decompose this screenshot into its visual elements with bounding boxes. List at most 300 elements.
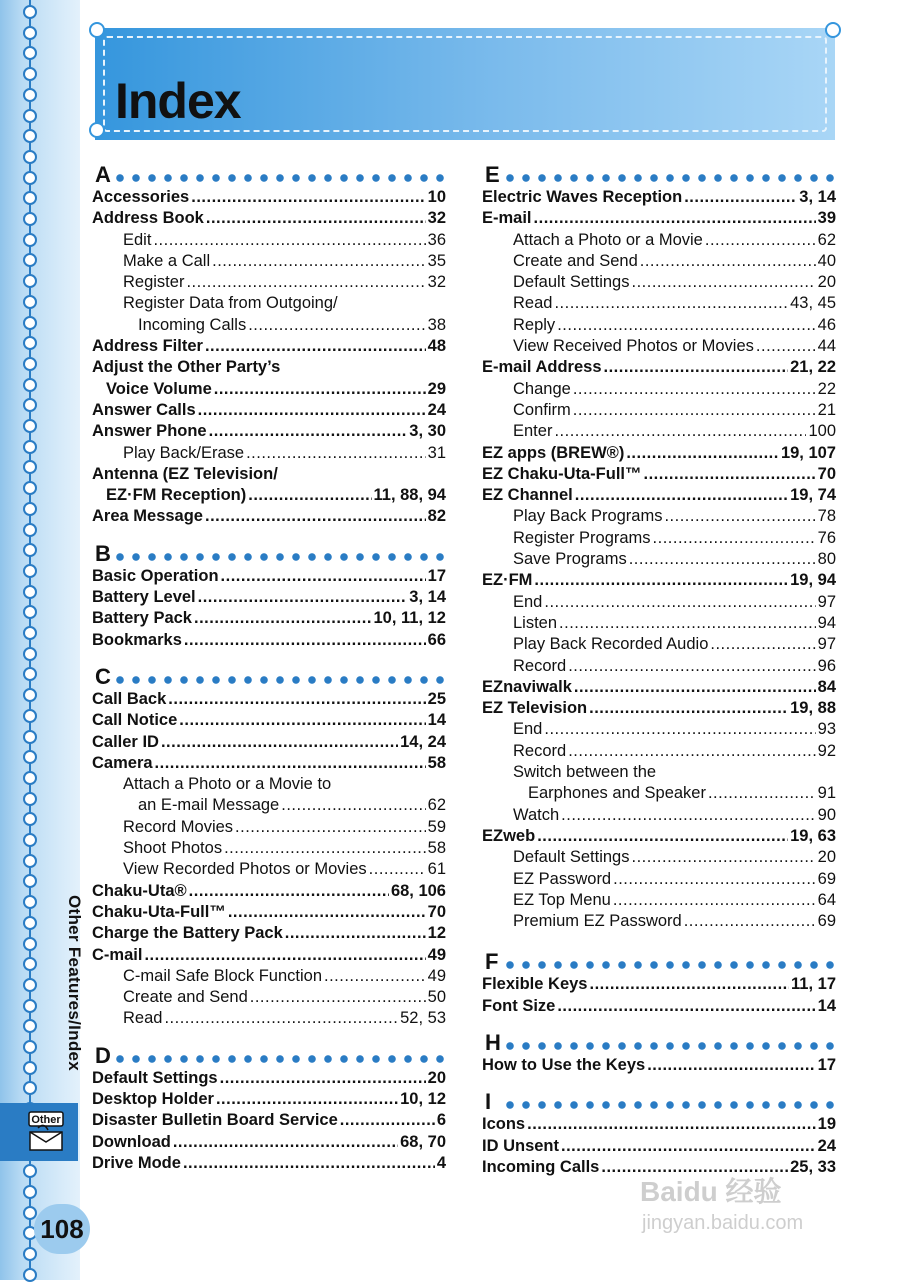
binder-ring	[23, 937, 37, 951]
binder-ring	[23, 812, 37, 826]
index-entry	[92, 838, 446, 859]
page-reference: 4	[436, 1153, 446, 1172]
section-letter: F	[485, 950, 502, 974]
index-entry	[92, 795, 446, 816]
binder-ring	[23, 502, 37, 516]
dot-leader	[183, 1153, 435, 1174]
page-reference: 35	[427, 251, 446, 270]
page-title: Index	[115, 73, 241, 129]
dot-leader	[708, 783, 816, 804]
index-entry	[92, 710, 446, 731]
page-reference: 58	[427, 753, 446, 772]
binder-ring	[23, 895, 37, 909]
section-dot-rule	[502, 1101, 836, 1109]
page-reference: 61	[427, 860, 446, 879]
page-reference: 32	[427, 209, 446, 228]
dot-leader	[224, 838, 426, 859]
dot-leader	[164, 1008, 398, 1029]
index-term: Create and Send	[123, 988, 248, 1007]
index-term: EZ·FM Reception)	[106, 486, 247, 505]
index-entry	[482, 719, 836, 740]
page-reference: 10, 11, 12	[373, 609, 446, 628]
page-reference: 19, 63	[790, 826, 836, 845]
index-term: Address Filter	[92, 337, 203, 356]
page-reference: 48	[427, 337, 446, 356]
dot-leader	[220, 1068, 426, 1089]
dot-leader	[561, 805, 815, 826]
binder-ring	[23, 46, 37, 60]
dot-leader	[179, 710, 425, 731]
index-term: Caller ID	[92, 732, 159, 751]
index-term: an E-mail Message	[138, 796, 280, 815]
index-entry	[482, 741, 836, 762]
dot-leader	[198, 587, 408, 608]
page-reference: 93	[817, 720, 836, 739]
dot-leader	[568, 656, 815, 677]
binder-ring	[23, 233, 37, 247]
page-reference: 36	[427, 230, 446, 249]
index-entry	[92, 443, 446, 464]
page-reference: 29	[427, 379, 446, 398]
dot-leader	[198, 400, 426, 421]
page-reference: 62	[427, 796, 446, 815]
dot-leader	[216, 1089, 398, 1110]
page-reference: 49	[427, 966, 446, 985]
page-reference: 100	[808, 422, 836, 441]
dot-leader	[248, 315, 425, 336]
page-reference: 69	[817, 869, 836, 888]
index-entry	[482, 1136, 836, 1157]
binder-ring	[23, 833, 37, 847]
index-entry	[482, 570, 836, 591]
page-reference: 19, 88	[790, 699, 836, 718]
index-term: Listen	[513, 613, 558, 632]
index-entry	[92, 208, 446, 229]
binder-ring	[23, 999, 37, 1013]
index-term: Default Settings	[513, 273, 630, 292]
dot-leader	[626, 443, 779, 464]
dot-leader	[544, 719, 815, 740]
index-term: EZ apps (BREW®)	[482, 443, 625, 462]
header-corner-dot	[825, 22, 841, 38]
index-term: Register Data from Outgoing/	[123, 294, 338, 313]
index-term: Answer Calls	[92, 400, 196, 419]
binder-ring	[23, 1206, 37, 1220]
index-term: Play Back Recorded Audio	[513, 635, 709, 654]
index-term: View Recorded Photos or Movies	[123, 860, 367, 879]
binder-ring	[23, 481, 37, 495]
page-reference: 32	[427, 273, 446, 292]
index-entry	[92, 732, 446, 753]
page-reference: 92	[817, 741, 836, 760]
binder-ring	[23, 730, 37, 744]
index-term: Make a Call	[123, 251, 211, 270]
binder-ring	[23, 709, 37, 723]
index-term: Create and Send	[513, 251, 638, 270]
dot-leader	[214, 379, 426, 400]
binder-strip	[0, 0, 84, 1280]
index-term: Incoming Calls	[138, 315, 247, 334]
index-entry	[92, 1008, 446, 1029]
page-reference: 38	[427, 315, 446, 334]
binder-ring	[23, 419, 37, 433]
dot-leader	[189, 881, 389, 902]
page-reference: 90	[817, 805, 836, 824]
section-dot-rule	[502, 174, 836, 182]
page-reference: 6	[436, 1111, 446, 1130]
index-entry	[92, 464, 446, 485]
binder-ring	[23, 750, 37, 764]
binder-ring	[23, 398, 37, 412]
index-entry	[92, 689, 446, 710]
page-reference: 21	[817, 400, 836, 419]
binder-ring	[23, 460, 37, 474]
index-column-left	[92, 163, 446, 1174]
binder-ring	[23, 336, 37, 350]
dot-leader	[248, 485, 371, 506]
dot-leader	[340, 1110, 435, 1131]
dot-leader	[613, 890, 816, 911]
index-term: Bookmarks	[92, 630, 182, 649]
index-term: Edit	[123, 230, 152, 249]
section-dot-rule	[112, 174, 446, 182]
dot-leader	[653, 528, 816, 549]
dot-leader	[554, 421, 806, 442]
index-entry	[482, 443, 836, 464]
index-entry	[482, 230, 836, 251]
index-entry	[482, 996, 836, 1017]
binder-ring	[23, 1185, 37, 1199]
index-column-right	[482, 163, 836, 1178]
page-reference: 17	[427, 566, 446, 585]
page-reference: 3, 30	[409, 422, 446, 441]
dot-leader	[246, 443, 426, 464]
index-entry	[482, 869, 836, 890]
index-term: ID Unsent	[482, 1136, 560, 1155]
index-entry	[482, 805, 836, 826]
page-number: 108	[34, 1204, 90, 1254]
page-reference: 64	[817, 890, 836, 909]
dot-leader	[631, 272, 815, 293]
binder-ring	[23, 564, 37, 578]
page-reference: 84	[817, 677, 836, 696]
index-term: E-mail Address	[482, 358, 602, 377]
section-heading	[482, 950, 836, 974]
index-term: Drive Mode	[92, 1153, 181, 1172]
index-entry	[482, 336, 836, 357]
page-reference: 14	[817, 996, 836, 1015]
watermark-url: jingyan.baidu.com	[642, 1212, 804, 1234]
index-term: Read	[123, 1009, 163, 1028]
index-entry	[482, 592, 836, 613]
watermark-logo-text: Baidu 经验	[640, 1176, 782, 1207]
dot-leader	[557, 996, 815, 1017]
binder-ring	[23, 253, 37, 267]
index-entry	[482, 783, 836, 804]
dot-leader	[161, 732, 398, 753]
index-entry	[482, 528, 836, 549]
index-term: Address Book	[92, 209, 204, 228]
section-dot-rule	[112, 553, 446, 561]
index-term: Charge the Battery Pack	[92, 924, 283, 943]
binder-ring	[23, 5, 37, 19]
index-term: Attach a Photo or a Movie to	[123, 775, 332, 794]
index-term: EZ Password	[513, 869, 612, 888]
section-heading	[482, 1031, 836, 1055]
page-reference: 25, 33	[790, 1157, 836, 1176]
watermark	[640, 1170, 850, 1250]
page-reference: 94	[817, 613, 836, 632]
page-reference: 70	[427, 902, 446, 921]
index-entry	[482, 762, 836, 783]
index-entry	[92, 485, 446, 506]
index-term: Change	[513, 379, 571, 398]
dot-leader	[629, 549, 816, 570]
index-entry	[92, 587, 446, 608]
index-term: EZnaviwalk	[482, 677, 572, 696]
binder-ring	[23, 771, 37, 785]
index-term: Electric Waves Reception	[482, 188, 683, 206]
index-entry	[92, 421, 446, 442]
binder-ring	[23, 295, 37, 309]
dot-leader	[205, 506, 426, 527]
dot-leader	[191, 187, 425, 208]
page-reference: 10	[427, 188, 446, 206]
index-entry	[92, 506, 446, 527]
index-term: EZ Top Menu	[513, 890, 611, 909]
side-section-label: Other Features/Index	[65, 895, 84, 1072]
binder-ring	[23, 543, 37, 557]
binder-ring	[23, 67, 37, 81]
section-letter: D	[95, 1044, 115, 1068]
index-entry	[482, 634, 836, 655]
index-term: Default Settings	[513, 848, 630, 867]
binder-ring	[23, 647, 37, 661]
dot-leader	[537, 826, 788, 847]
binder-ring	[23, 667, 37, 681]
index-entry	[92, 187, 446, 208]
dot-leader	[557, 315, 815, 336]
dot-leader	[186, 272, 425, 293]
page-reference: 58	[427, 839, 446, 858]
binder-ring	[23, 1019, 37, 1033]
index-entry	[482, 698, 836, 719]
binder-ring	[23, 1081, 37, 1095]
index-entry	[482, 974, 836, 995]
binder-ring	[23, 854, 37, 868]
binder-ring	[23, 523, 37, 537]
index-entry	[92, 608, 446, 629]
dot-leader	[173, 1132, 398, 1153]
index-term: Disaster Bulletin Board Service	[92, 1111, 338, 1130]
dot-leader	[369, 859, 426, 880]
index-entry	[482, 421, 836, 442]
page-reference: 44	[817, 337, 836, 356]
section-heading	[92, 1044, 446, 1068]
page-reference: 49	[427, 945, 446, 964]
index-term: Battery Level	[92, 588, 196, 607]
index-term: EZweb	[482, 826, 536, 845]
section-letter: E	[485, 163, 504, 187]
index-entry	[482, 357, 836, 378]
dot-leader	[644, 464, 816, 485]
page-reference: 76	[817, 528, 836, 547]
index-term: Camera	[92, 753, 153, 772]
index-entry	[92, 566, 446, 587]
dot-leader	[589, 974, 789, 995]
index-term: How to Use the Keys	[482, 1055, 646, 1074]
page-reference: 19, 107	[780, 443, 836, 462]
dot-leader	[575, 485, 788, 506]
page-reference: 14	[427, 711, 446, 730]
dot-leader	[534, 208, 816, 229]
index-term: Read	[513, 294, 553, 313]
index-entry	[92, 881, 446, 902]
index-entry	[92, 987, 446, 1008]
index-entry	[92, 902, 446, 923]
dot-leader	[194, 608, 372, 629]
index-term: Earphones and Speaker	[528, 784, 706, 803]
index-entry	[92, 379, 446, 400]
page-reference: 46	[817, 315, 836, 334]
index-entry	[92, 817, 446, 838]
page-reference: 96	[817, 656, 836, 675]
page-reference: 69	[817, 912, 836, 931]
dot-leader	[664, 506, 815, 527]
index-entry	[482, 1055, 836, 1076]
dot-leader	[212, 251, 426, 272]
binder-ring	[23, 1040, 37, 1054]
index-term: Icons	[482, 1115, 526, 1134]
index-entry	[482, 549, 836, 570]
index-entry	[92, 1068, 446, 1089]
index-entry	[92, 859, 446, 880]
page-reference: 66	[427, 630, 446, 649]
index-term: End	[513, 720, 543, 739]
index-entry	[482, 677, 836, 698]
index-entry	[482, 847, 836, 868]
index-term: EZ Chaku-Uta-Full™	[482, 464, 642, 483]
index-entry	[482, 187, 836, 208]
page-reference: 10, 12	[400, 1089, 446, 1108]
page-reference: 19, 74	[790, 486, 836, 505]
page-reference: 11, 88, 94	[373, 486, 446, 505]
binder-ring	[23, 316, 37, 330]
binder-ring	[23, 874, 37, 888]
dot-leader	[604, 357, 789, 378]
page-reference: 91	[817, 784, 836, 803]
index-term: Save Programs	[513, 550, 627, 569]
index-term: Battery Pack	[92, 609, 192, 628]
page-reference: 22	[817, 379, 836, 398]
index-term: Area Message	[92, 507, 203, 526]
index-term: EZ·FM	[482, 571, 533, 590]
section-heading	[92, 163, 446, 187]
section-heading	[482, 1090, 836, 1114]
binder-ring	[23, 440, 37, 454]
dot-leader	[574, 677, 816, 698]
index-entry	[92, 230, 446, 251]
dot-leader	[144, 945, 425, 966]
header-corner-dot	[89, 122, 105, 138]
index-entry	[482, 656, 836, 677]
page-reference: 43, 45	[790, 294, 836, 313]
dot-leader	[228, 902, 426, 923]
section-dot-rule	[502, 1042, 836, 1050]
index-entry	[92, 251, 446, 272]
index-term: Accessories	[92, 188, 190, 206]
dot-leader	[155, 753, 426, 774]
index-term: Premium EZ Password	[513, 912, 682, 931]
index-term: Chaku-Uta-Full™	[92, 902, 226, 921]
section-heading	[92, 665, 446, 689]
page-reference: 3, 14	[799, 188, 836, 206]
section-dot-rule	[112, 1055, 446, 1063]
page-reference: 19, 94	[790, 571, 836, 590]
binder-ring	[23, 957, 37, 971]
page-reference: 97	[817, 635, 836, 654]
index-entry	[92, 923, 446, 944]
page-reference: 20	[817, 848, 836, 867]
index-entry	[482, 485, 836, 506]
dot-leader	[559, 613, 816, 634]
index-term: Call Notice	[92, 711, 178, 730]
binder-ring	[23, 378, 37, 392]
binder-ring	[23, 792, 37, 806]
index-term: Enter	[513, 422, 553, 441]
index-term: EZ Television	[482, 699, 588, 718]
index-term: Voice Volume	[106, 379, 212, 398]
binder-ring	[23, 357, 37, 371]
dot-leader	[153, 230, 425, 251]
dot-leader	[640, 251, 816, 272]
dot-leader	[647, 1055, 815, 1076]
page-reference: 12	[427, 924, 446, 943]
index-term: E-mail	[482, 209, 532, 228]
page-reference: 70	[817, 464, 836, 483]
section-dot-rule	[502, 961, 836, 969]
dot-leader	[235, 817, 426, 838]
page-reference: 25	[427, 689, 446, 708]
page-reference: 52, 53	[400, 1009, 446, 1028]
index-term: Basic Operation	[92, 566, 219, 585]
index-entry	[92, 357, 446, 378]
dot-leader	[573, 400, 816, 421]
index-term: Confirm	[513, 400, 571, 419]
index-term: Font Size	[482, 996, 556, 1015]
dot-leader	[631, 847, 815, 868]
index-entry	[482, 315, 836, 336]
dot-leader	[568, 741, 815, 762]
page-reference: 31	[427, 443, 446, 462]
index-term: Adjust the Other Party’s	[92, 358, 281, 377]
binder-ring	[23, 129, 37, 143]
binder-ring	[23, 212, 37, 226]
index-term: Record Movies	[123, 817, 234, 836]
index-entry	[482, 379, 836, 400]
index-entry	[92, 293, 446, 314]
dot-leader	[684, 911, 816, 932]
index-entry	[482, 826, 836, 847]
dot-leader	[613, 869, 816, 890]
index-term: EZ Channel	[482, 486, 573, 505]
index-term: End	[513, 592, 543, 611]
index-term: Answer Phone	[92, 422, 207, 441]
index-term: Register Programs	[513, 528, 651, 547]
index-entry	[92, 1153, 446, 1174]
page-reference: 20	[427, 1068, 446, 1087]
dot-leader	[209, 421, 408, 442]
